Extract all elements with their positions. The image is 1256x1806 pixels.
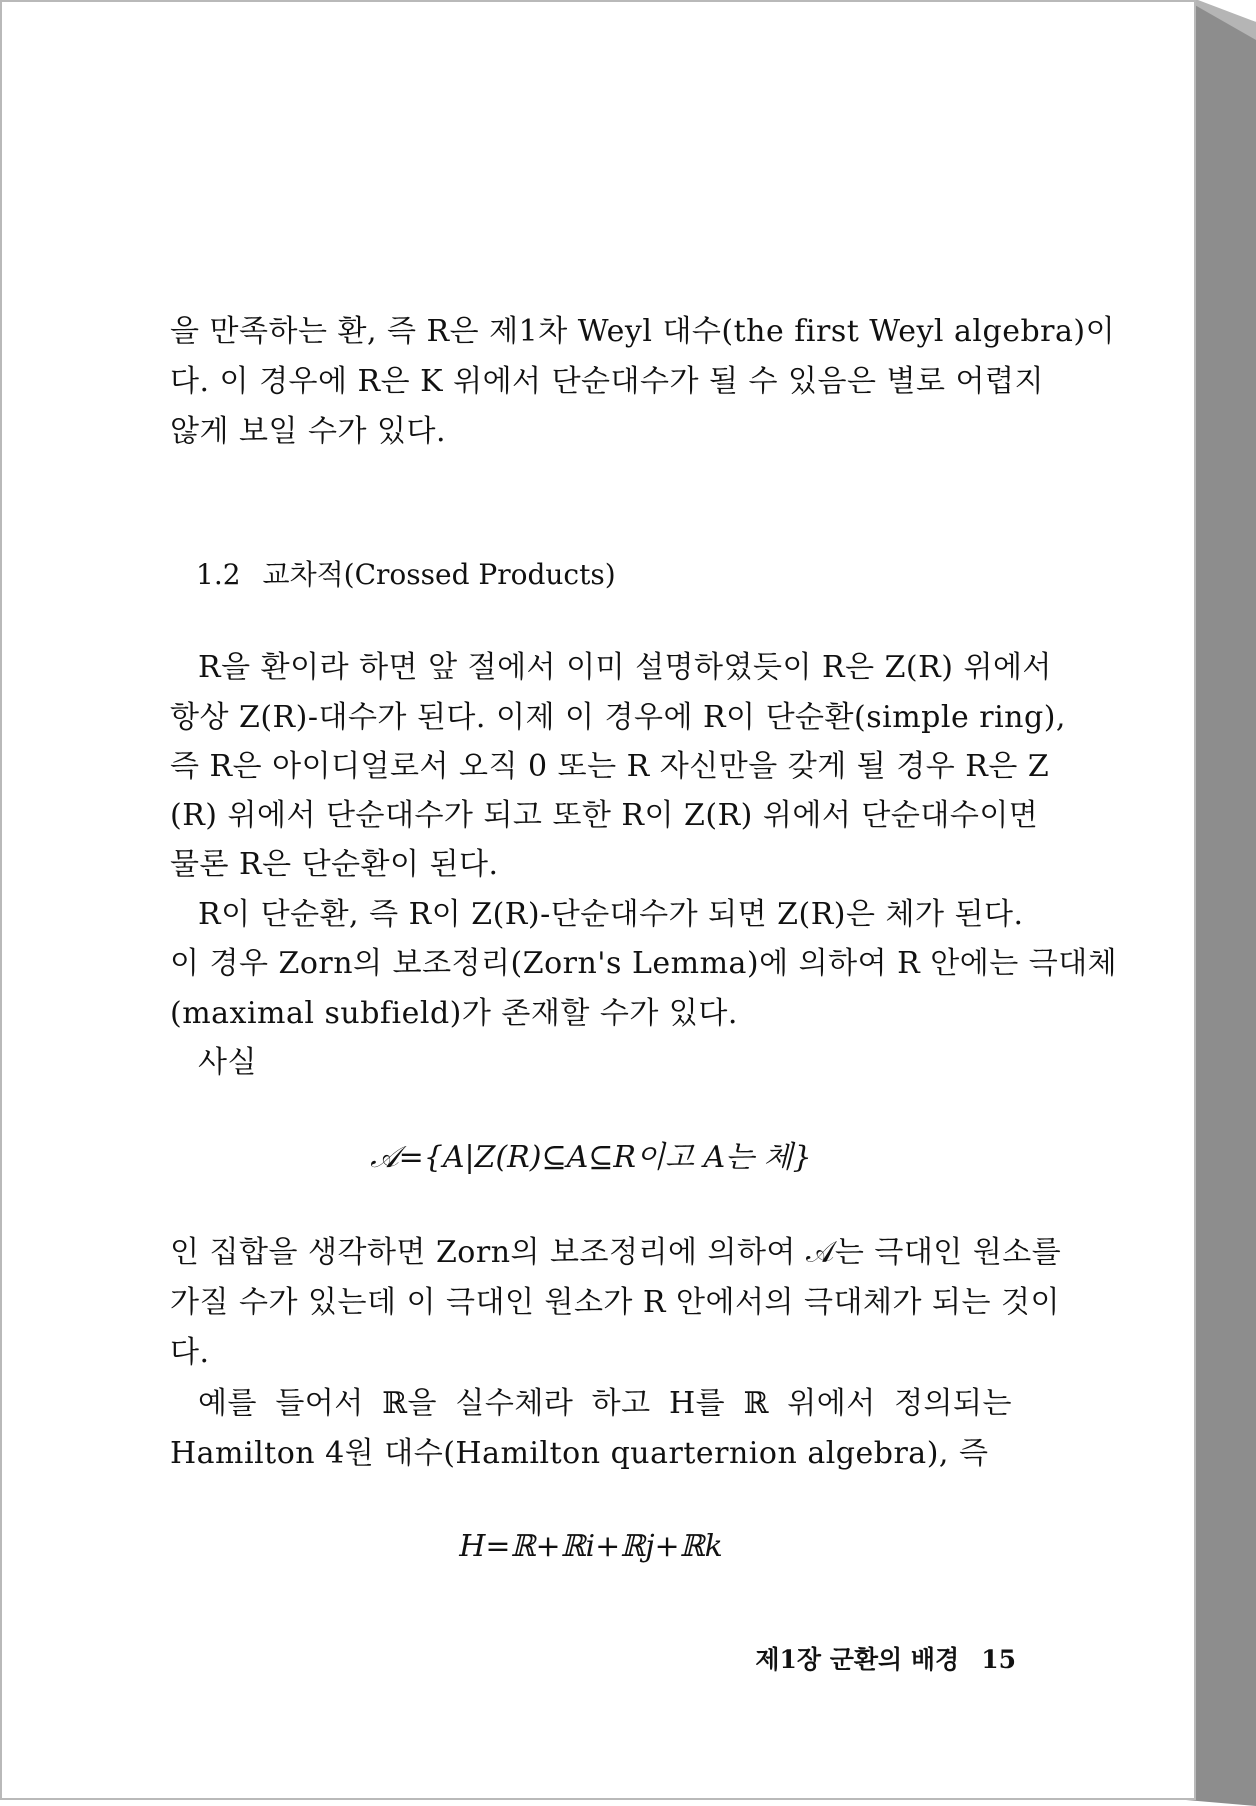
text-line-13: 인 집합을 생각하면 Zorn의 보조정리에 의하여 𝒜는 극대인 원소를 — [170, 1235, 1062, 1270]
text-line-14: 가질 수가 있는데 이 극대인 원소가 R 안에서의 극대체가 되는 것이 — [170, 1285, 1060, 1320]
section-heading — [196, 555, 616, 595]
text-line-12: 사실 — [198, 1045, 257, 1080]
text-line-4: R을 환이라 하면 앞 절에서 이미 설명하였듯이 R은 Z(R) 위에서 — [198, 650, 1052, 685]
text-line-2: 다. 이 경우에 R은 K 위에서 단순대수가 될 수 있음은 별로 어렵지 — [170, 364, 1044, 399]
text-line-7: (R) 위에서 단순대수가 되고 또한 R이 Z(R) 위에서 단순대수이면 — [170, 798, 1039, 833]
chapter-title: 제1장 군환의 배경 — [755, 1645, 960, 1674]
text-line-8: 물론 R은 단순환이 된다. — [170, 847, 499, 882]
text-line-6: 즉 R은 아이디얼로서 오직 0 또는 R 자신만을 갖게 될 경우 R은 Z — [170, 749, 1050, 784]
text-line-11: (maximal subfield)가 존재할 수가 있다. — [170, 996, 738, 1031]
book-edge — [1186, 0, 1256, 1806]
text-line-15: 다. — [170, 1335, 210, 1370]
text-line-9: R이 단순환, 즉 R이 Z(R)-단순대수가 되면 Z(R)은 체가 된다. — [198, 897, 1024, 932]
equation-set-definition: 𝒜={A|Z(R)⊆A⊆R이고 A는 체} — [370, 1140, 812, 1175]
page-number: 15 — [981, 1645, 1016, 1674]
section-number: 1.2 — [196, 558, 241, 591]
section-title: 교차적(Crossed Products) — [262, 558, 616, 591]
equation-quaternion: H=ℝ+ℝi+ℝj+ℝk — [459, 1529, 723, 1564]
text-line-16: 예를 들어서 ℝ을 실수체라 하고 H를 ℝ 위에서 정의되는 — [198, 1386, 1012, 1421]
text-line-1: 을 만족하는 환, 즉 R은 제1차 Weyl 대수(the first Weyl algebra)이 — [170, 314, 1116, 349]
text-line-17: Hamilton 4원 대수(Hamilton quarternion algebra), 즉 — [170, 1436, 989, 1471]
text-line-3: 않게 보일 수가 있다. — [170, 414, 446, 449]
text-line-10: 이 경우 Zorn의 보조정리(Zorn's Lemma)에 의하여 R 안에는 극대체 — [170, 946, 1118, 981]
text-line-5: 항상 Z(R)-대수가 된다. 이제 이 경우에 R이 단순환(simple ring), — [170, 700, 1066, 735]
page-footer — [755, 1643, 1016, 1677]
